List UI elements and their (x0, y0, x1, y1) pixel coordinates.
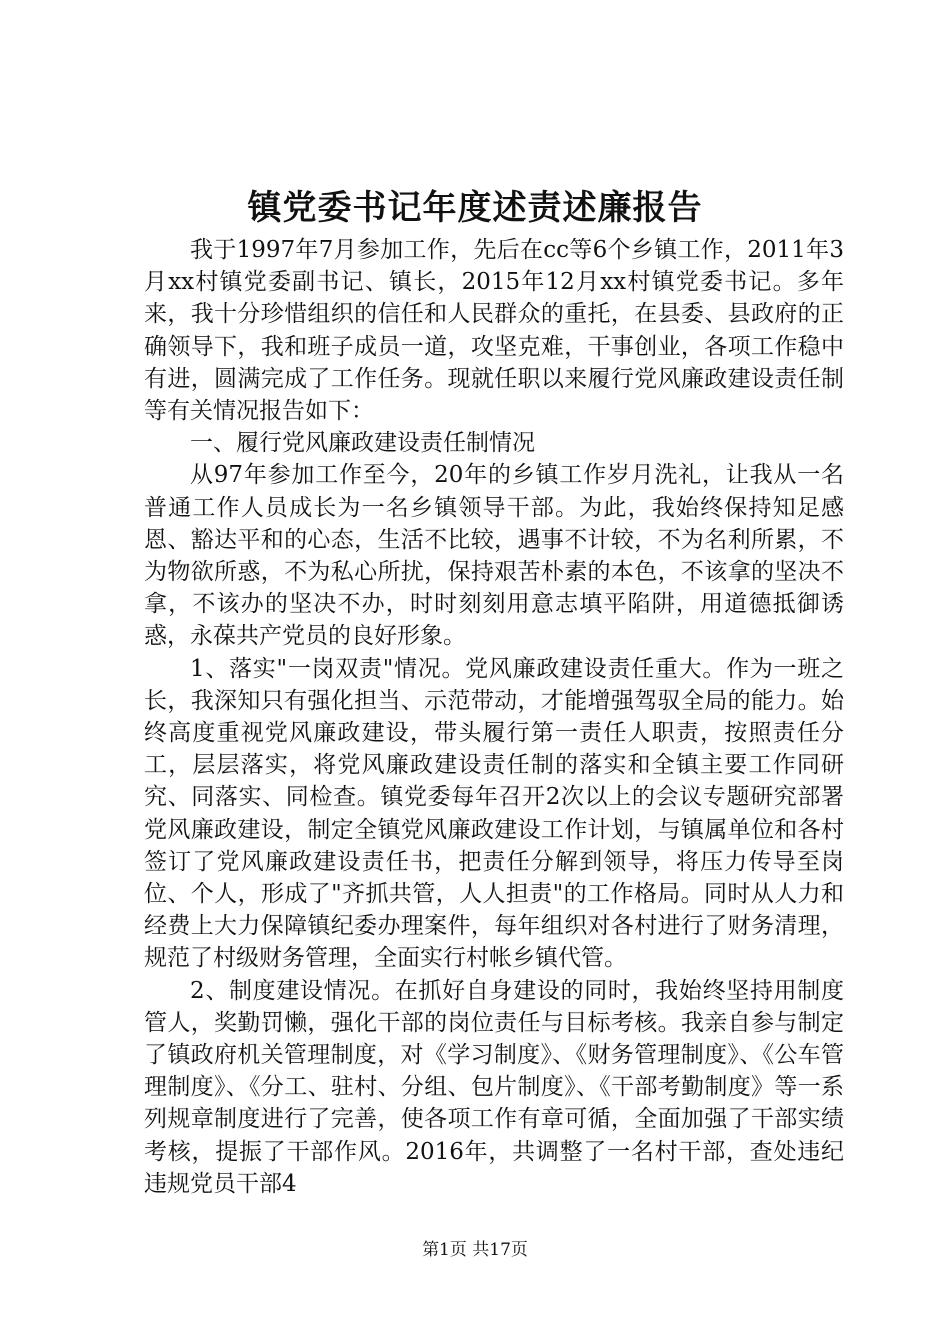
paragraph-system-building: 2、制度建设情况。在抓好自身建设的同时，我始终坚持用制度管人，奖勤罚懒，强化干部的岗位责任与目标考核。我亲自参与制定了镇政府机关管理制度，对《学习制度》、《财务管理制度》、《公车管理制度》、《分工、驻村、分组、包片制度》、《干部考勤制度》等一系列规章制度进行了完善，使各项工作有章可循，全面加强了干部实绩考核，提振了干部作风。2016年，共调整了一名村干部，查处违纪违规党员干部4 (144, 977, 844, 1197)
paragraph-career: 从97年参加工作至今，20年的乡镇工作岁月洗礼，让我从一名普通工作人员成长为一名乡镇领导干部。为此，我始终保持知足感恩、豁达平和的心态，生活不比较，遇事不计较，不为名利所累，不为物欲所惑，不为私心所扰，保持艰苦朴素的本色，不该拿的坚决不拿，不该办的坚决不办，时时刻刻用意志填平陷阱，用道德抵御诱惑，永葆共产党员的良好形象。 (144, 462, 844, 650)
paragraph-intro: 我于1997年7月参加工作，先后在cc等6个乡镇工作，2011年3月xx村镇党委副书记、镇长，2015年12月xx村镇党委书记。多年来，我十分珍惜组织的信任和人民群众的重托，在县委、县政府的正确领导下，我和班子成员一道，攻坚克难，干事创业，各项工作稳中有进，圆满完成了工作任务。现就任职以来履行党风廉政建设责任制等有关情况报告如下： (144, 237, 844, 425)
section-heading: 一、履行党风廉政建设责任制情况 (190, 430, 535, 457)
document-title: 镇党委书记年度述责述廉报告 (247, 188, 703, 228)
page-footer: 第1页 共17页 (422, 1240, 528, 1260)
paragraph-responsibility: 1、落实"一岗双责"情况。党风廉政建设责任重大。作为一班之长，我深知只有强化担当、示范带动，才能增强驾驭全局的能力。始终高度重视党风廉政建设，带头履行第一责任人职责，按照责任分工，层层落实，将党风廉政建设责任制的落实和全镇主要工作同研究、同落实、同检查。镇党委每年召开2次以上的会议专题研究部署党风廉政建设，制定全镇党风廉政建设工作计划，与镇属单位和各村签订了党风廉政建设责任书，把责任分解到领导，将压力传导至岗位、个人，形成了"齐抓共管，人人担责"的工作格局。同时从人力和经费上大力保障镇纪委办理案件，每年组织对各村进行了财务清理，规范了村级财务管理，全面实行村帐乡镇代管。 (144, 655, 844, 972)
document-body (144, 234, 844, 1200)
